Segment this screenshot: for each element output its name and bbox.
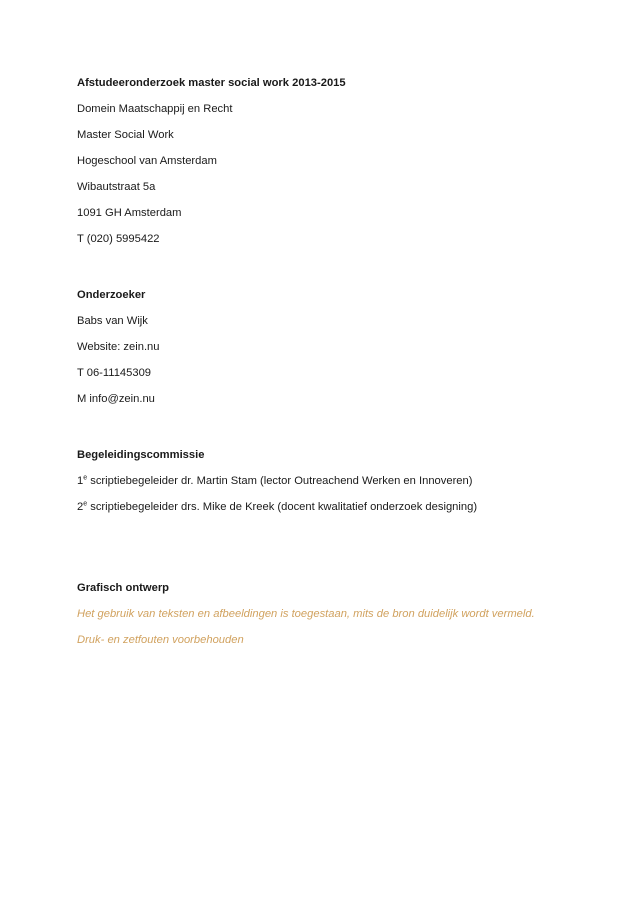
supervisor-1-number: 1	[77, 475, 84, 487]
supervisor-2	[77, 494, 597, 520]
supervisor-2-ordinal: e	[83, 500, 88, 508]
domain-line: Domein Maatschappij en Recht	[77, 103, 233, 115]
researcher-heading: Onderzoeker	[77, 289, 146, 301]
document-title: Afstudeeronderzoek master social work 2013-2015	[77, 77, 346, 89]
supervisor-1-text: scriptiebegeleider dr. Martin Stam (lector Outreachend Werken en Innoveren)	[87, 475, 473, 487]
document-page	[77, 70, 597, 653]
supervisor-2-text: scriptiebegeleider drs. Mike de Kreek (docent kwalitatief onderzoek designing)	[87, 501, 478, 513]
institution-line: Hogeschool van Amsterdam	[77, 155, 217, 167]
researcher-website: Website: zein.nu	[77, 341, 160, 353]
design-heading: Grafisch ontwerp	[77, 582, 170, 594]
institution-phone: T (020) 5995422	[77, 233, 160, 245]
supervisor-1	[77, 468, 597, 494]
street-line: Wibautstraat 5a	[77, 181, 156, 193]
usage-notice: Het gebruik van teksten en afbeeldingen is toegestaan, mits de bron duidelijk wordt vermeld.	[77, 608, 535, 620]
print-disclaimer: Druk- en zetfouten voorbehouden	[77, 634, 244, 646]
program-line: Master Social Work	[77, 129, 174, 141]
committee-heading: Begeleidingscommissie	[77, 449, 205, 461]
postal-line: 1091 GH Amsterdam	[77, 207, 182, 219]
researcher-name: Babs van Wijk	[77, 315, 148, 327]
researcher-phone: T 06-11145309	[77, 367, 152, 379]
researcher-email: M info@zein.nu	[77, 393, 155, 405]
supervisor-2-number: 2	[77, 501, 84, 513]
supervisor-1-ordinal: e	[83, 474, 88, 482]
